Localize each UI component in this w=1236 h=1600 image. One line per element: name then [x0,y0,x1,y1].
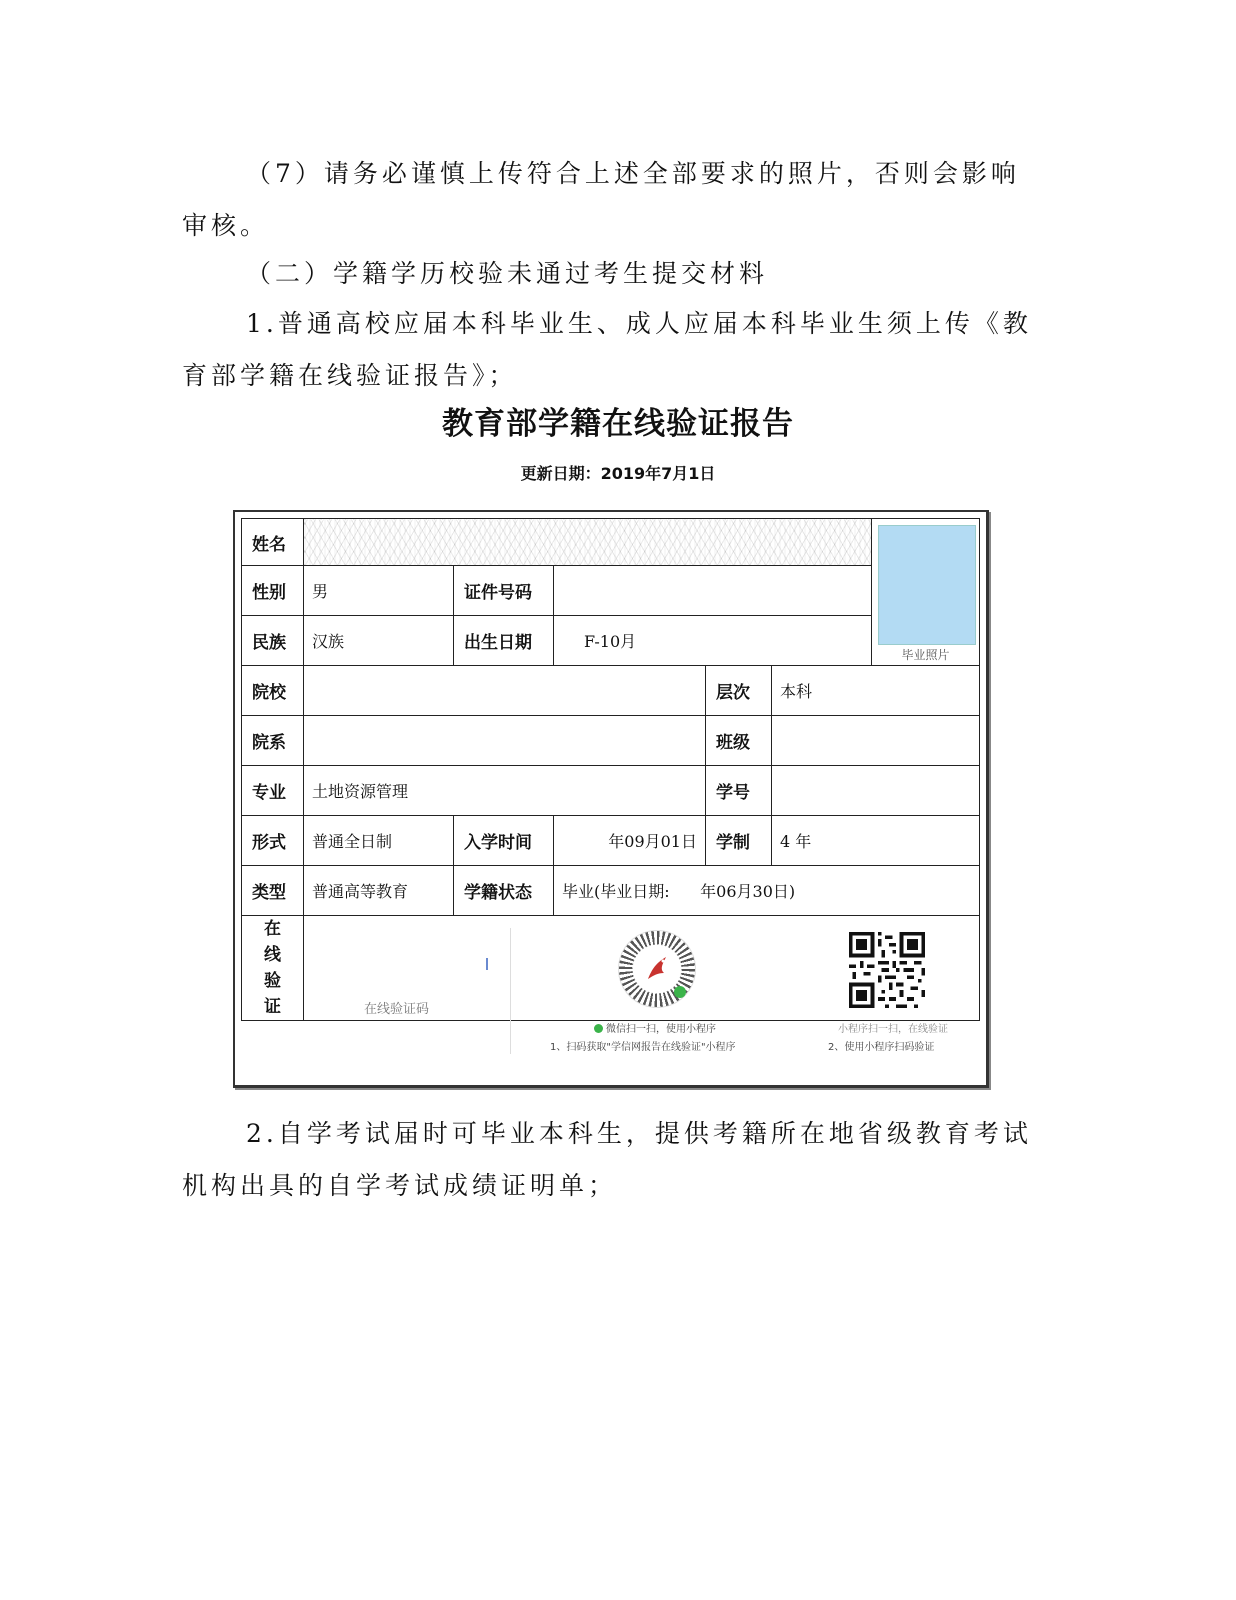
verify-code-label: 在线验证码 [364,1002,430,1017]
ethnicity-value: 汉族 [304,616,454,666]
school-value [304,666,706,716]
type-value: 普通高等教育 [304,866,454,916]
verify-area [304,916,980,1053]
verify-divider [510,928,511,1054]
label-ethnicity: 民族 [242,616,304,666]
wechat-dot-icon [594,1024,603,1033]
class-value [772,716,980,766]
level-value: 本科 [772,666,980,716]
label-type: 类型 [242,866,304,916]
gender-value: 男 [304,566,454,616]
mini-program-hint [594,1020,716,1035]
id-number-value [554,566,872,616]
status-value: 毕业(毕业日期: 年06月30日) [554,866,980,916]
step1-instruction: 1、扫码获取"学信网报告在线验证"小程序 [550,1042,736,1053]
verification-report-image [233,510,989,1088]
verify-marker [486,958,488,970]
label-enroll-time: 入学时间 [454,816,554,866]
label-birth-date: 出生日期 [454,616,554,666]
report-table [241,518,980,1053]
label-form: 形式 [242,816,304,866]
mini-program-hint-text: 微信扫一扫，使用小程序 [606,1024,716,1035]
label-school: 院校 [242,666,304,716]
photo-cell [872,519,980,666]
mini-program-qr-code [618,930,696,1008]
duration-value: 4 年 [772,816,980,866]
report-update-date: 更新日期：2019年7月1日 [520,464,716,483]
birth-date-value: F-10月 [554,616,872,666]
paragraph-item-2: 2.自学考试届时可毕业本科生，提供考籍所在地省级教育考试机构出具的自学考试成绩证明单； [182,1119,1032,1200]
name-value-redacted [304,519,872,566]
report-title: 教育部学籍在线验证报告 [442,406,794,442]
paragraph-item-1: 1.普通高校应届本科毕业生、成人应届本科毕业生须上传《教育部学籍在线验证报告》； [182,309,1032,390]
paragraph-photo-requirement-7: （7）请务必谨慎上传符合上述全部要求的照片，否则会影响审核。 [182,159,1020,240]
form-value: 普通全日制 [304,816,454,866]
section-heading-2: （二）学籍学历校验未通过考生提交材料 [246,259,769,288]
label-class: 班级 [706,716,772,766]
label-verify-online-text: 在线验证 [264,919,281,1017]
step2-instruction: 2、使用小程序扫码验证 [828,1042,935,1053]
bird-logo-icon [644,953,670,983]
graduation-photo [878,525,976,645]
wechat-badge-icon [674,986,686,998]
scan-hint: 小程序扫一扫，在线验证 [838,1024,948,1035]
label-verify-online [242,916,304,1021]
student-no-value [772,766,980,816]
photo-caption: 毕业照片 [901,648,950,662]
label-department: 院系 [242,716,304,766]
label-duration: 学制 [706,816,772,866]
label-id-number: 证件号码 [454,566,554,616]
label-name: 姓名 [242,519,304,566]
department-value [304,716,706,766]
enroll-time-value: 年09月01日 [554,816,706,866]
verification-qr-code [849,932,925,1008]
label-gender: 性别 [242,566,304,616]
label-level: 层次 [706,666,772,716]
label-status: 学籍状态 [454,866,554,916]
major-value: 土地资源管理 [304,766,706,816]
label-student-no: 学号 [706,766,772,816]
label-major: 专业 [242,766,304,816]
